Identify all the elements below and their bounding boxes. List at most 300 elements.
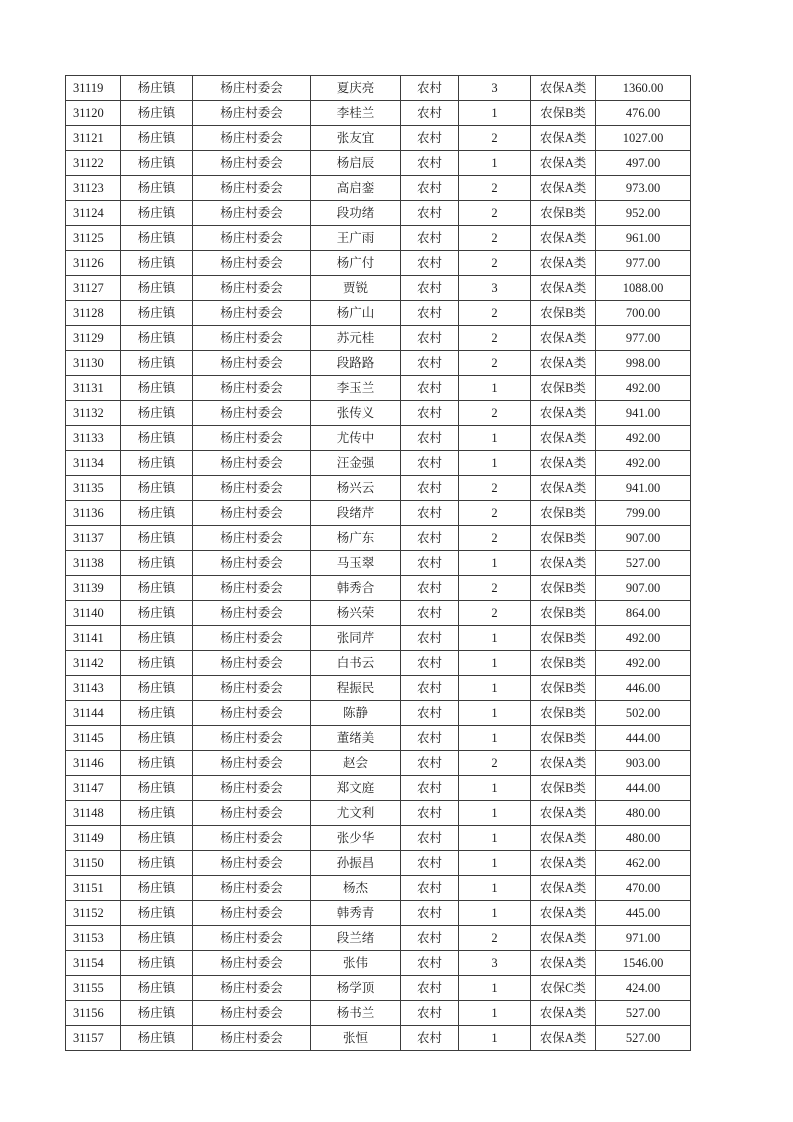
table-row bbox=[66, 401, 691, 426]
table-row bbox=[66, 626, 691, 651]
cell-amount: 977.00 bbox=[596, 251, 691, 276]
cell-count: 2 bbox=[459, 526, 531, 551]
cell-serial: 31144 bbox=[66, 701, 121, 726]
cell-residence: 农村 bbox=[401, 801, 459, 826]
cell-name: 杨兴荣 bbox=[311, 601, 401, 626]
cell-count: 1 bbox=[459, 426, 531, 451]
cell-category: 农保C类 bbox=[531, 976, 596, 1001]
cell-serial: 31149 bbox=[66, 826, 121, 851]
cell-amount: 700.00 bbox=[596, 301, 691, 326]
cell-count: 1 bbox=[459, 901, 531, 926]
cell-amount: 492.00 bbox=[596, 626, 691, 651]
cell-count: 3 bbox=[459, 276, 531, 301]
cell-town: 杨庄镇 bbox=[121, 876, 193, 901]
table-row bbox=[66, 651, 691, 676]
cell-name: 韩秀合 bbox=[311, 576, 401, 601]
cell-count: 1 bbox=[459, 851, 531, 876]
cell-amount: 462.00 bbox=[596, 851, 691, 876]
cell-name: 李玉兰 bbox=[311, 376, 401, 401]
cell-count: 2 bbox=[459, 201, 531, 226]
table-row bbox=[66, 926, 691, 951]
cell-committee: 杨庄村委会 bbox=[193, 251, 311, 276]
table-row bbox=[66, 601, 691, 626]
cell-name: 夏庆亮 bbox=[311, 76, 401, 101]
cell-count: 2 bbox=[459, 926, 531, 951]
cell-name: 张传义 bbox=[311, 401, 401, 426]
cell-count: 1 bbox=[459, 376, 531, 401]
cell-count: 1 bbox=[459, 726, 531, 751]
cell-amount: 1027.00 bbox=[596, 126, 691, 151]
cell-residence: 农村 bbox=[401, 76, 459, 101]
cell-town: 杨庄镇 bbox=[121, 851, 193, 876]
cell-committee: 杨庄村委会 bbox=[193, 551, 311, 576]
cell-residence: 农村 bbox=[401, 901, 459, 926]
table-row bbox=[66, 326, 691, 351]
cell-residence: 农村 bbox=[401, 851, 459, 876]
cell-town: 杨庄镇 bbox=[121, 826, 193, 851]
cell-residence: 农村 bbox=[401, 151, 459, 176]
table-row bbox=[66, 76, 691, 101]
cell-residence: 农村 bbox=[401, 326, 459, 351]
cell-amount: 527.00 bbox=[596, 1026, 691, 1051]
cell-category: 农保B类 bbox=[531, 301, 596, 326]
cell-residence: 农村 bbox=[401, 776, 459, 801]
cell-category: 农保B类 bbox=[531, 676, 596, 701]
cell-serial: 31126 bbox=[66, 251, 121, 276]
cell-serial: 31151 bbox=[66, 876, 121, 901]
cell-serial: 31134 bbox=[66, 451, 121, 476]
cell-committee: 杨庄村委会 bbox=[193, 926, 311, 951]
cell-category: 农保A类 bbox=[531, 951, 596, 976]
cell-category: 农保A类 bbox=[531, 926, 596, 951]
cell-category: 农保A类 bbox=[531, 876, 596, 901]
cell-committee: 杨庄村委会 bbox=[193, 451, 311, 476]
cell-category: 农保A类 bbox=[531, 1026, 596, 1051]
cell-serial: 31154 bbox=[66, 951, 121, 976]
table-row bbox=[66, 226, 691, 251]
cell-committee: 杨庄村委会 bbox=[193, 976, 311, 1001]
cell-serial: 31133 bbox=[66, 426, 121, 451]
cell-committee: 杨庄村委会 bbox=[193, 876, 311, 901]
table-row bbox=[66, 751, 691, 776]
cell-count: 1 bbox=[459, 676, 531, 701]
table-row bbox=[66, 776, 691, 801]
cell-amount: 941.00 bbox=[596, 476, 691, 501]
cell-committee: 杨庄村委会 bbox=[193, 376, 311, 401]
cell-residence: 农村 bbox=[401, 701, 459, 726]
table-row bbox=[66, 201, 691, 226]
cell-town: 杨庄镇 bbox=[121, 501, 193, 526]
cell-amount: 502.00 bbox=[596, 701, 691, 726]
cell-category: 农保B类 bbox=[531, 376, 596, 401]
cell-residence: 农村 bbox=[401, 676, 459, 701]
cell-amount: 971.00 bbox=[596, 926, 691, 951]
cell-name: 杨广付 bbox=[311, 251, 401, 276]
cell-town: 杨庄镇 bbox=[121, 801, 193, 826]
table-row bbox=[66, 351, 691, 376]
cell-serial: 31138 bbox=[66, 551, 121, 576]
cell-serial: 31129 bbox=[66, 326, 121, 351]
cell-name: 孙振昌 bbox=[311, 851, 401, 876]
cell-residence: 农村 bbox=[401, 301, 459, 326]
cell-count: 2 bbox=[459, 351, 531, 376]
cell-residence: 农村 bbox=[401, 451, 459, 476]
table-row bbox=[66, 826, 691, 851]
cell-committee: 杨庄村委会 bbox=[193, 276, 311, 301]
cell-amount: 903.00 bbox=[596, 751, 691, 776]
cell-count: 1 bbox=[459, 551, 531, 576]
cell-count: 2 bbox=[459, 401, 531, 426]
cell-town: 杨庄镇 bbox=[121, 751, 193, 776]
cell-residence: 农村 bbox=[401, 976, 459, 1001]
cell-serial: 31132 bbox=[66, 401, 121, 426]
cell-town: 杨庄镇 bbox=[121, 976, 193, 1001]
table-row bbox=[66, 251, 691, 276]
cell-amount: 864.00 bbox=[596, 601, 691, 626]
cell-count: 1 bbox=[459, 651, 531, 676]
cell-category: 农保B类 bbox=[531, 201, 596, 226]
cell-residence: 农村 bbox=[401, 401, 459, 426]
cell-count: 1 bbox=[459, 451, 531, 476]
table-row bbox=[66, 901, 691, 926]
cell-town: 杨庄镇 bbox=[121, 251, 193, 276]
cell-name: 杨学顶 bbox=[311, 976, 401, 1001]
cell-count: 2 bbox=[459, 176, 531, 201]
cell-residence: 农村 bbox=[401, 226, 459, 251]
table-row bbox=[66, 951, 691, 976]
cell-category: 农保B类 bbox=[531, 726, 596, 751]
cell-count: 2 bbox=[459, 576, 531, 601]
cell-category: 农保A类 bbox=[531, 801, 596, 826]
cell-committee: 杨庄村委会 bbox=[193, 326, 311, 351]
cell-name: 杨兴云 bbox=[311, 476, 401, 501]
cell-committee: 杨庄村委会 bbox=[193, 526, 311, 551]
cell-category: 农保B类 bbox=[531, 651, 596, 676]
cell-residence: 农村 bbox=[401, 576, 459, 601]
cell-count: 1 bbox=[459, 801, 531, 826]
cell-serial: 31139 bbox=[66, 576, 121, 601]
cell-residence: 农村 bbox=[401, 526, 459, 551]
cell-count: 2 bbox=[459, 251, 531, 276]
cell-town: 杨庄镇 bbox=[121, 451, 193, 476]
cell-committee: 杨庄村委会 bbox=[193, 901, 311, 926]
cell-amount: 424.00 bbox=[596, 976, 691, 1001]
table-row bbox=[66, 426, 691, 451]
cell-town: 杨庄镇 bbox=[121, 301, 193, 326]
cell-category: 农保A类 bbox=[531, 426, 596, 451]
cell-town: 杨庄镇 bbox=[121, 226, 193, 251]
table-row bbox=[66, 801, 691, 826]
cell-count: 1 bbox=[459, 701, 531, 726]
cell-category: 农保A类 bbox=[531, 276, 596, 301]
cell-amount: 492.00 bbox=[596, 451, 691, 476]
table-row bbox=[66, 876, 691, 901]
cell-category: 农保A类 bbox=[531, 826, 596, 851]
cell-category: 农保B类 bbox=[531, 501, 596, 526]
cell-town: 杨庄镇 bbox=[121, 1026, 193, 1051]
cell-serial: 31128 bbox=[66, 301, 121, 326]
cell-amount: 907.00 bbox=[596, 526, 691, 551]
cell-name: 杨广山 bbox=[311, 301, 401, 326]
cell-residence: 农村 bbox=[401, 876, 459, 901]
cell-committee: 杨庄村委会 bbox=[193, 801, 311, 826]
cell-town: 杨庄镇 bbox=[121, 651, 193, 676]
cell-town: 杨庄镇 bbox=[121, 951, 193, 976]
cell-category: 农保A类 bbox=[531, 126, 596, 151]
cell-committee: 杨庄村委会 bbox=[193, 151, 311, 176]
cell-name: 苏元桂 bbox=[311, 326, 401, 351]
cell-town: 杨庄镇 bbox=[121, 626, 193, 651]
cell-committee: 杨庄村委会 bbox=[193, 751, 311, 776]
cell-count: 1 bbox=[459, 876, 531, 901]
cell-serial: 31127 bbox=[66, 276, 121, 301]
cell-name: 杨启辰 bbox=[311, 151, 401, 176]
cell-serial: 31124 bbox=[66, 201, 121, 226]
cell-amount: 480.00 bbox=[596, 826, 691, 851]
cell-name: 张友宜 bbox=[311, 126, 401, 151]
cell-category: 农保A类 bbox=[531, 1001, 596, 1026]
cell-amount: 1360.00 bbox=[596, 76, 691, 101]
cell-committee: 杨庄村委会 bbox=[193, 776, 311, 801]
table-body bbox=[66, 76, 691, 1051]
table-row bbox=[66, 376, 691, 401]
cell-residence: 农村 bbox=[401, 826, 459, 851]
cell-town: 杨庄镇 bbox=[121, 1001, 193, 1026]
cell-amount: 492.00 bbox=[596, 651, 691, 676]
cell-category: 农保A类 bbox=[531, 176, 596, 201]
cell-residence: 农村 bbox=[401, 501, 459, 526]
cell-residence: 农村 bbox=[401, 201, 459, 226]
cell-serial: 31141 bbox=[66, 626, 121, 651]
cell-amount: 446.00 bbox=[596, 676, 691, 701]
cell-serial: 31155 bbox=[66, 976, 121, 1001]
cell-town: 杨庄镇 bbox=[121, 401, 193, 426]
cell-committee: 杨庄村委会 bbox=[193, 576, 311, 601]
cell-town: 杨庄镇 bbox=[121, 776, 193, 801]
cell-committee: 杨庄村委会 bbox=[193, 476, 311, 501]
cell-residence: 农村 bbox=[401, 726, 459, 751]
cell-residence: 农村 bbox=[401, 276, 459, 301]
table-row bbox=[66, 476, 691, 501]
cell-serial: 31122 bbox=[66, 151, 121, 176]
cell-count: 3 bbox=[459, 76, 531, 101]
cell-residence: 农村 bbox=[401, 476, 459, 501]
cell-category: 农保A类 bbox=[531, 901, 596, 926]
cell-category: 农保A类 bbox=[531, 226, 596, 251]
cell-amount: 998.00 bbox=[596, 351, 691, 376]
table-row bbox=[66, 576, 691, 601]
cell-count: 2 bbox=[459, 226, 531, 251]
cell-serial: 31156 bbox=[66, 1001, 121, 1026]
cell-category: 农保A类 bbox=[531, 851, 596, 876]
cell-residence: 农村 bbox=[401, 176, 459, 201]
cell-residence: 农村 bbox=[401, 1026, 459, 1051]
cell-committee: 杨庄村委会 bbox=[193, 351, 311, 376]
cell-residence: 农村 bbox=[401, 1001, 459, 1026]
cell-town: 杨庄镇 bbox=[121, 151, 193, 176]
cell-count: 1 bbox=[459, 151, 531, 176]
cell-serial: 31135 bbox=[66, 476, 121, 501]
cell-residence: 农村 bbox=[401, 101, 459, 126]
cell-category: 农保A类 bbox=[531, 401, 596, 426]
cell-amount: 799.00 bbox=[596, 501, 691, 526]
cell-committee: 杨庄村委会 bbox=[193, 176, 311, 201]
cell-name: 陈静 bbox=[311, 701, 401, 726]
table-row bbox=[66, 1001, 691, 1026]
cell-serial: 31120 bbox=[66, 101, 121, 126]
cell-town: 杨庄镇 bbox=[121, 326, 193, 351]
cell-category: 农保B类 bbox=[531, 101, 596, 126]
cell-count: 1 bbox=[459, 776, 531, 801]
cell-name: 汪金强 bbox=[311, 451, 401, 476]
cell-committee: 杨庄村委会 bbox=[193, 826, 311, 851]
cell-committee: 杨庄村委会 bbox=[193, 501, 311, 526]
cell-name: 段兰绪 bbox=[311, 926, 401, 951]
table-row bbox=[66, 101, 691, 126]
cell-residence: 农村 bbox=[401, 926, 459, 951]
cell-name: 董绪美 bbox=[311, 726, 401, 751]
cell-town: 杨庄镇 bbox=[121, 676, 193, 701]
cell-serial: 31119 bbox=[66, 76, 121, 101]
table-row bbox=[66, 701, 691, 726]
cell-name: 杨杰 bbox=[311, 876, 401, 901]
table-row bbox=[66, 301, 691, 326]
cell-committee: 杨庄村委会 bbox=[193, 676, 311, 701]
cell-committee: 杨庄村委会 bbox=[193, 101, 311, 126]
cell-category: 农保A类 bbox=[531, 476, 596, 501]
cell-category: 农保A类 bbox=[531, 751, 596, 776]
cell-serial: 31153 bbox=[66, 926, 121, 951]
cell-town: 杨庄镇 bbox=[121, 926, 193, 951]
cell-serial: 31152 bbox=[66, 901, 121, 926]
cell-committee: 杨庄村委会 bbox=[193, 951, 311, 976]
cell-count: 2 bbox=[459, 476, 531, 501]
cell-count: 2 bbox=[459, 601, 531, 626]
cell-amount: 907.00 bbox=[596, 576, 691, 601]
cell-town: 杨庄镇 bbox=[121, 701, 193, 726]
cell-committee: 杨庄村委会 bbox=[193, 401, 311, 426]
cell-category: 农保B类 bbox=[531, 601, 596, 626]
cell-residence: 农村 bbox=[401, 126, 459, 151]
cell-name: 王广雨 bbox=[311, 226, 401, 251]
cell-category: 农保B类 bbox=[531, 626, 596, 651]
cell-count: 1 bbox=[459, 626, 531, 651]
cell-amount: 961.00 bbox=[596, 226, 691, 251]
cell-name: 白书云 bbox=[311, 651, 401, 676]
cell-name: 尤文利 bbox=[311, 801, 401, 826]
cell-residence: 农村 bbox=[401, 426, 459, 451]
cell-committee: 杨庄村委会 bbox=[193, 851, 311, 876]
cell-committee: 杨庄村委会 bbox=[193, 651, 311, 676]
cell-amount: 952.00 bbox=[596, 201, 691, 226]
cell-count: 1 bbox=[459, 826, 531, 851]
cell-name: 段路路 bbox=[311, 351, 401, 376]
cell-name: 郑文庭 bbox=[311, 776, 401, 801]
cell-amount: 470.00 bbox=[596, 876, 691, 901]
cell-category: 农保B类 bbox=[531, 576, 596, 601]
cell-category: 农保A类 bbox=[531, 351, 596, 376]
cell-amount: 444.00 bbox=[596, 726, 691, 751]
table-row bbox=[66, 151, 691, 176]
cell-amount: 941.00 bbox=[596, 401, 691, 426]
cell-name: 张恒 bbox=[311, 1026, 401, 1051]
table-row bbox=[66, 1026, 691, 1051]
cell-town: 杨庄镇 bbox=[121, 276, 193, 301]
cell-name: 马玉翠 bbox=[311, 551, 401, 576]
cell-serial: 31148 bbox=[66, 801, 121, 826]
cell-residence: 农村 bbox=[401, 626, 459, 651]
cell-amount: 480.00 bbox=[596, 801, 691, 826]
table-row bbox=[66, 176, 691, 201]
cell-serial: 31150 bbox=[66, 851, 121, 876]
cell-amount: 444.00 bbox=[596, 776, 691, 801]
cell-category: 农保A类 bbox=[531, 326, 596, 351]
table-row bbox=[66, 551, 691, 576]
cell-name: 程振民 bbox=[311, 676, 401, 701]
cell-residence: 农村 bbox=[401, 376, 459, 401]
cell-committee: 杨庄村委会 bbox=[193, 1026, 311, 1051]
cell-category: 农保A类 bbox=[531, 76, 596, 101]
cell-town: 杨庄镇 bbox=[121, 476, 193, 501]
cell-serial: 31142 bbox=[66, 651, 121, 676]
cell-town: 杨庄镇 bbox=[121, 376, 193, 401]
cell-town: 杨庄镇 bbox=[121, 201, 193, 226]
cell-name: 贾锐 bbox=[311, 276, 401, 301]
cell-amount: 527.00 bbox=[596, 1001, 691, 1026]
cell-name: 段功绪 bbox=[311, 201, 401, 226]
cell-count: 1 bbox=[459, 1001, 531, 1026]
cell-name: 张同芹 bbox=[311, 626, 401, 651]
cell-residence: 农村 bbox=[401, 601, 459, 626]
cell-amount: 977.00 bbox=[596, 326, 691, 351]
cell-name: 尤传中 bbox=[311, 426, 401, 451]
cell-name: 高启銮 bbox=[311, 176, 401, 201]
cell-committee: 杨庄村委会 bbox=[193, 1001, 311, 1026]
cell-serial: 31131 bbox=[66, 376, 121, 401]
cell-category: 农保B类 bbox=[531, 526, 596, 551]
cell-amount: 1088.00 bbox=[596, 276, 691, 301]
cell-residence: 农村 bbox=[401, 551, 459, 576]
cell-count: 2 bbox=[459, 751, 531, 776]
cell-town: 杨庄镇 bbox=[121, 726, 193, 751]
cell-name: 杨广东 bbox=[311, 526, 401, 551]
cell-count: 2 bbox=[459, 326, 531, 351]
cell-count: 1 bbox=[459, 101, 531, 126]
cell-committee: 杨庄村委会 bbox=[193, 701, 311, 726]
cell-committee: 杨庄村委会 bbox=[193, 226, 311, 251]
cell-amount: 476.00 bbox=[596, 101, 691, 126]
cell-category: 农保A类 bbox=[531, 551, 596, 576]
cell-amount: 527.00 bbox=[596, 551, 691, 576]
table-row bbox=[66, 451, 691, 476]
cell-town: 杨庄镇 bbox=[121, 76, 193, 101]
cell-residence: 农村 bbox=[401, 351, 459, 376]
cell-town: 杨庄镇 bbox=[121, 351, 193, 376]
cell-serial: 31147 bbox=[66, 776, 121, 801]
cell-amount: 497.00 bbox=[596, 151, 691, 176]
cell-name: 杨书兰 bbox=[311, 1001, 401, 1026]
cell-town: 杨庄镇 bbox=[121, 901, 193, 926]
cell-category: 农保B类 bbox=[531, 776, 596, 801]
cell-count: 2 bbox=[459, 501, 531, 526]
cell-town: 杨庄镇 bbox=[121, 601, 193, 626]
pension-roster-table bbox=[65, 75, 691, 1051]
cell-amount: 492.00 bbox=[596, 376, 691, 401]
cell-category: 农保A类 bbox=[531, 251, 596, 276]
table-row bbox=[66, 126, 691, 151]
cell-serial: 31145 bbox=[66, 726, 121, 751]
cell-town: 杨庄镇 bbox=[121, 426, 193, 451]
